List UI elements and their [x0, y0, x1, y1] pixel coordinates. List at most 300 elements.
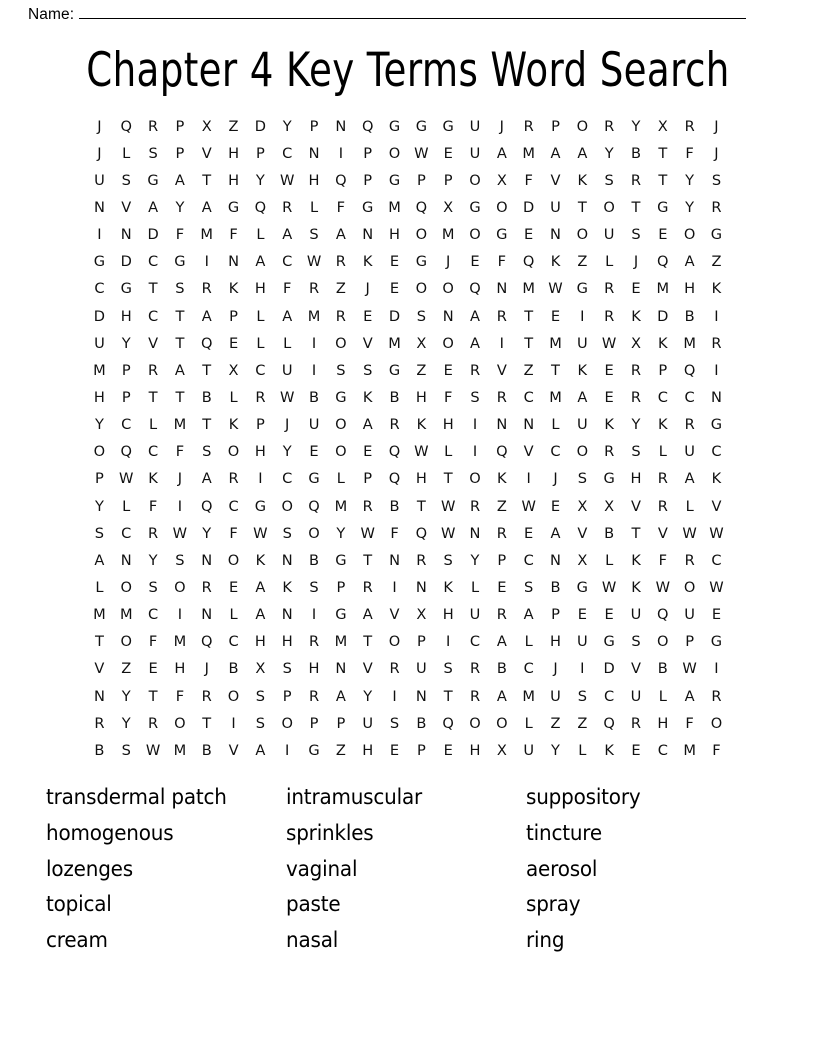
- grid-cell[interactable]: N: [93, 198, 105, 216]
- grid-cell[interactable]: T: [148, 280, 158, 298]
- grid-cell[interactable]: D: [523, 198, 535, 216]
- grid-cell[interactable]: P: [121, 361, 131, 379]
- grid-cell[interactable]: P: [443, 171, 453, 189]
- grid-cell[interactable]: Y: [121, 687, 131, 705]
- grid-cell[interactable]: L: [229, 388, 238, 406]
- word-list-item[interactable]: cream: [46, 928, 108, 953]
- grid-cell[interactable]: G: [388, 117, 401, 135]
- grid-cell[interactable]: R: [148, 117, 159, 135]
- word-list-item[interactable]: nasal: [286, 928, 339, 953]
- grid-cell[interactable]: C: [282, 253, 293, 271]
- grid-cell[interactable]: M: [388, 198, 401, 216]
- grid-cell[interactable]: O: [120, 578, 132, 596]
- grid-cell[interactable]: S: [711, 171, 722, 189]
- grid-cell[interactable]: D: [120, 253, 132, 271]
- grid-cell[interactable]: L: [309, 198, 319, 216]
- grid-cell[interactable]: I: [580, 660, 585, 678]
- grid-cell[interactable]: Z: [577, 253, 588, 271]
- grid-cell[interactable]: U: [94, 334, 105, 352]
- grid-cell[interactable]: X: [577, 551, 588, 569]
- grid-cell[interactable]: C: [523, 551, 534, 569]
- grid-cell[interactable]: R: [201, 578, 212, 596]
- grid-cell[interactable]: E: [309, 443, 319, 461]
- grid-cell[interactable]: E: [631, 741, 641, 759]
- grid-cell[interactable]: C: [147, 443, 159, 461]
- grid-cell[interactable]: U: [684, 606, 695, 624]
- grid-cell[interactable]: T: [577, 198, 587, 216]
- grid-cell[interactable]: F: [148, 497, 158, 515]
- grid-cell[interactable]: O: [657, 633, 669, 651]
- grid-cell[interactable]: C: [550, 443, 561, 461]
- grid-cell[interactable]: Y: [121, 334, 131, 352]
- grid-cell[interactable]: O: [496, 198, 508, 216]
- grid-cell[interactable]: Q: [522, 253, 535, 271]
- grid-cell[interactable]: E: [470, 253, 480, 271]
- grid-cell[interactable]: E: [443, 361, 453, 379]
- grid-cell[interactable]: E: [604, 606, 614, 624]
- grid-cell[interactable]: V: [121, 198, 132, 216]
- grid-cell[interactable]: E: [363, 443, 373, 461]
- grid-cell[interactable]: W: [414, 144, 429, 162]
- grid-cell[interactable]: Y: [631, 416, 641, 434]
- grid-cell[interactable]: P: [336, 714, 346, 732]
- grid-cell[interactable]: S: [94, 524, 105, 542]
- grid-cell[interactable]: G: [710, 633, 723, 651]
- grid-cell[interactable]: I: [97, 226, 102, 244]
- grid-cell[interactable]: G: [335, 388, 347, 406]
- grid-cell[interactable]: L: [336, 470, 345, 488]
- grid-cell[interactable]: N: [362, 226, 374, 244]
- grid-cell[interactable]: R: [630, 714, 642, 732]
- grid-cell[interactable]: S: [282, 524, 292, 542]
- grid-cell[interactable]: M: [173, 741, 187, 759]
- grid-cell[interactable]: O: [469, 226, 481, 244]
- grid-cell[interactable]: Y: [175, 198, 185, 216]
- grid-cell[interactable]: A: [174, 171, 185, 189]
- grid-cell[interactable]: P: [551, 606, 560, 624]
- grid-cell[interactable]: S: [470, 388, 480, 406]
- grid-cell[interactable]: F: [497, 253, 507, 271]
- grid-cell[interactable]: F: [443, 388, 453, 406]
- grid-cell[interactable]: R: [630, 388, 642, 406]
- grid-cell[interactable]: K: [282, 578, 292, 596]
- grid-cell[interactable]: Y: [551, 741, 560, 759]
- grid-cell[interactable]: T: [175, 307, 185, 325]
- grid-cell[interactable]: R: [604, 280, 615, 298]
- grid-cell[interactable]: P: [416, 741, 426, 759]
- grid-cell[interactable]: A: [550, 144, 561, 162]
- grid-cell[interactable]: A: [255, 253, 266, 271]
- grid-cell[interactable]: W: [279, 171, 295, 189]
- grid-cell[interactable]: T: [148, 388, 158, 406]
- grid-cell[interactable]: J: [499, 117, 504, 135]
- grid-cell[interactable]: J: [553, 660, 558, 678]
- grid-cell[interactable]: M: [93, 361, 106, 379]
- grid-cell[interactable]: B: [201, 388, 212, 406]
- grid-cell[interactable]: A: [201, 470, 212, 488]
- grid-cell[interactable]: A: [577, 144, 588, 162]
- grid-cell[interactable]: X: [416, 334, 427, 352]
- grid-cell[interactable]: P: [282, 687, 292, 705]
- grid-cell[interactable]: D: [93, 307, 106, 325]
- grid-cell[interactable]: I: [392, 687, 397, 705]
- grid-cell[interactable]: A: [470, 307, 480, 325]
- grid-cell[interactable]: R: [657, 470, 668, 488]
- grid-cell[interactable]: M: [656, 280, 670, 298]
- grid-cell[interactable]: Q: [254, 198, 267, 216]
- grid-cell[interactable]: V: [630, 660, 641, 678]
- grid-cell[interactable]: W: [440, 524, 456, 542]
- grid-cell[interactable]: S: [443, 660, 453, 678]
- grid-cell[interactable]: V: [630, 497, 641, 515]
- grid-cell[interactable]: E: [550, 307, 561, 325]
- grid-cell[interactable]: Q: [308, 497, 320, 515]
- grid-cell[interactable]: G: [576, 578, 588, 596]
- grid-cell[interactable]: N: [711, 388, 722, 406]
- grid-cell[interactable]: Q: [200, 334, 213, 352]
- word-list-item[interactable]: lozenges: [46, 856, 133, 881]
- grid-cell[interactable]: E: [524, 524, 534, 542]
- grid-cell[interactable]: R: [308, 687, 320, 705]
- grid-cell[interactable]: G: [657, 198, 669, 216]
- grid-cell[interactable]: P: [336, 578, 346, 596]
- grid-cell[interactable]: U: [362, 714, 374, 732]
- grid-cell[interactable]: O: [174, 578, 186, 596]
- grid-cell[interactable]: E: [443, 741, 453, 759]
- grid-cell[interactable]: P: [95, 470, 104, 488]
- grid-cell[interactable]: U: [523, 741, 534, 759]
- grid-cell[interactable]: Z: [416, 361, 427, 379]
- grid-cell[interactable]: I: [499, 334, 504, 352]
- grid-cell[interactable]: R: [684, 117, 695, 135]
- grid-cell[interactable]: R: [282, 198, 293, 216]
- grid-cell[interactable]: B: [309, 388, 320, 406]
- grid-cell[interactable]: R: [684, 551, 695, 569]
- grid-cell[interactable]: L: [524, 714, 533, 732]
- grid-cell[interactable]: G: [362, 198, 374, 216]
- grid-cell[interactable]: B: [309, 551, 320, 569]
- grid-cell[interactable]: R: [228, 470, 239, 488]
- grid-cell[interactable]: B: [389, 497, 400, 515]
- grid-cell[interactable]: O: [281, 714, 293, 732]
- grid-cell[interactable]: L: [256, 226, 265, 244]
- grid-cell[interactable]: H: [684, 280, 696, 298]
- grid-cell[interactable]: H: [415, 470, 427, 488]
- grid-cell[interactable]: S: [577, 470, 587, 488]
- grid-cell[interactable]: B: [201, 741, 212, 759]
- grid-cell[interactable]: N: [442, 307, 454, 325]
- grid-cell[interactable]: I: [472, 416, 478, 434]
- grid-cell[interactable]: X: [443, 198, 454, 216]
- grid-cell[interactable]: E: [658, 226, 668, 244]
- grid-cell[interactable]: R: [416, 551, 427, 569]
- grid-cell[interactable]: H: [308, 660, 320, 678]
- grid-cell[interactable]: U: [308, 416, 320, 434]
- grid-cell[interactable]: G: [120, 280, 132, 298]
- grid-cell[interactable]: I: [338, 144, 344, 162]
- grid-cell[interactable]: J: [97, 117, 102, 135]
- grid-cell[interactable]: A: [470, 334, 480, 352]
- grid-cell[interactable]: S: [631, 226, 641, 244]
- grid-cell[interactable]: C: [657, 741, 668, 759]
- grid-cell[interactable]: V: [711, 497, 722, 515]
- grid-cell[interactable]: U: [576, 633, 588, 651]
- grid-cell[interactable]: J: [714, 144, 719, 162]
- grid-cell[interactable]: V: [550, 171, 561, 189]
- grid-cell[interactable]: X: [201, 117, 212, 135]
- grid-cell[interactable]: G: [603, 633, 615, 651]
- grid-cell[interactable]: D: [657, 307, 669, 325]
- grid-cell[interactable]: R: [496, 307, 507, 325]
- grid-cell[interactable]: I: [446, 633, 451, 651]
- grid-cell[interactable]: B: [228, 660, 239, 678]
- grid-cell[interactable]: T: [202, 714, 212, 732]
- grid-cell[interactable]: P: [363, 144, 373, 162]
- grid-cell[interactable]: O: [388, 144, 401, 162]
- grid-cell[interactable]: P: [229, 307, 238, 325]
- grid-cell[interactable]: Q: [335, 171, 347, 189]
- grid-cell[interactable]: G: [254, 497, 267, 515]
- grid-cell[interactable]: W: [440, 497, 456, 515]
- grid-cell[interactable]: I: [285, 741, 290, 759]
- grid-cell[interactable]: Q: [415, 524, 428, 542]
- grid-cell[interactable]: X: [255, 660, 266, 678]
- grid-cell[interactable]: K: [631, 551, 641, 569]
- grid-cell[interactable]: O: [603, 198, 615, 216]
- grid-cell[interactable]: C: [282, 144, 293, 162]
- grid-cell[interactable]: R: [630, 361, 642, 379]
- grid-cell[interactable]: L: [283, 334, 292, 352]
- grid-cell[interactable]: S: [121, 741, 131, 759]
- grid-cell[interactable]: Y: [363, 687, 373, 705]
- grid-cell[interactable]: P: [658, 361, 668, 379]
- grid-cell[interactable]: D: [254, 117, 266, 135]
- grid-cell[interactable]: H: [228, 171, 240, 189]
- grid-cell[interactable]: U: [416, 660, 427, 678]
- word-list-item[interactable]: transdermal patch: [46, 785, 227, 809]
- grid-cell[interactable]: F: [336, 198, 346, 216]
- grid-cell[interactable]: L: [95, 578, 104, 596]
- grid-cell[interactable]: Y: [282, 117, 292, 135]
- grid-cell[interactable]: Q: [200, 633, 213, 651]
- grid-cell[interactable]: B: [496, 660, 507, 678]
- grid-cell[interactable]: Y: [121, 714, 131, 732]
- grid-cell[interactable]: A: [335, 226, 346, 244]
- grid-cell[interactable]: V: [362, 334, 373, 352]
- grid-cell[interactable]: L: [524, 633, 533, 651]
- grid-cell[interactable]: N: [415, 578, 427, 596]
- grid-cell[interactable]: X: [577, 497, 588, 515]
- grid-cell[interactable]: F: [685, 714, 694, 732]
- grid-cell[interactable]: E: [604, 388, 614, 406]
- grid-cell[interactable]: F: [524, 171, 533, 189]
- grid-cell[interactable]: F: [685, 144, 694, 162]
- grid-cell[interactable]: A: [496, 687, 507, 705]
- grid-cell[interactable]: A: [362, 606, 373, 624]
- grid-cell[interactable]: M: [119, 606, 133, 624]
- grid-cell[interactable]: N: [281, 606, 293, 624]
- grid-cell[interactable]: E: [497, 578, 507, 596]
- grid-cell[interactable]: U: [469, 606, 481, 624]
- grid-cell[interactable]: K: [631, 307, 641, 325]
- grid-cell[interactable]: A: [335, 687, 346, 705]
- grid-cell[interactable]: R: [335, 253, 346, 271]
- grid-cell[interactable]: K: [416, 416, 427, 434]
- grid-cell[interactable]: T: [202, 171, 212, 189]
- grid-cell[interactable]: L: [149, 416, 158, 434]
- grid-cell[interactable]: P: [175, 117, 185, 135]
- grid-cell[interactable]: D: [603, 660, 615, 678]
- grid-cell[interactable]: Y: [282, 443, 292, 461]
- grid-cell[interactable]: K: [711, 470, 722, 488]
- grid-cell[interactable]: A: [282, 307, 293, 325]
- grid-cell[interactable]: O: [442, 280, 454, 298]
- grid-cell[interactable]: B: [550, 578, 561, 596]
- grid-cell[interactable]: W: [655, 578, 671, 596]
- grid-cell[interactable]: G: [415, 253, 427, 271]
- grid-cell[interactable]: C: [684, 388, 695, 406]
- grid-cell[interactable]: Y: [94, 497, 104, 515]
- grid-cell[interactable]: N: [201, 551, 213, 569]
- grid-cell[interactable]: O: [469, 470, 481, 488]
- grid-cell[interactable]: H: [550, 633, 561, 651]
- grid-cell[interactable]: P: [363, 171, 373, 189]
- grid-cell[interactable]: C: [121, 524, 132, 542]
- grid-cell[interactable]: E: [389, 741, 400, 759]
- grid-cell[interactable]: M: [307, 307, 321, 325]
- grid-cell[interactable]: M: [334, 633, 348, 651]
- grid-cell[interactable]: A: [362, 416, 373, 434]
- grid-cell[interactable]: A: [496, 144, 507, 162]
- grid-cell[interactable]: R: [335, 307, 346, 325]
- grid-cell[interactable]: A: [523, 606, 534, 624]
- grid-cell[interactable]: N: [281, 551, 293, 569]
- grid-cell[interactable]: H: [174, 660, 186, 678]
- grid-cell[interactable]: O: [335, 416, 347, 434]
- grid-cell[interactable]: O: [469, 714, 481, 732]
- grid-cell[interactable]: G: [710, 416, 723, 434]
- grid-cell[interactable]: M: [173, 633, 187, 651]
- grid-cell[interactable]: W: [414, 443, 429, 461]
- grid-cell[interactable]: R: [255, 388, 266, 406]
- word-list-item[interactable]: topical: [46, 892, 112, 917]
- grid-cell[interactable]: G: [442, 117, 454, 135]
- grid-cell[interactable]: Y: [94, 416, 104, 434]
- grid-cell[interactable]: S: [255, 687, 266, 705]
- grid-cell[interactable]: W: [253, 524, 268, 542]
- grid-cell[interactable]: Q: [361, 117, 374, 135]
- grid-cell[interactable]: W: [709, 578, 724, 596]
- grid-cell[interactable]: C: [147, 606, 159, 624]
- grid-cell[interactable]: K: [497, 470, 507, 488]
- grid-cell[interactable]: H: [254, 633, 266, 651]
- grid-cell[interactable]: A: [148, 198, 159, 216]
- grid-cell[interactable]: C: [711, 443, 722, 461]
- grid-cell[interactable]: Y: [631, 117, 641, 135]
- grid-cell[interactable]: U: [550, 687, 561, 705]
- grid-cell[interactable]: J: [553, 470, 558, 488]
- grid-cell[interactable]: G: [174, 253, 186, 271]
- grid-cell[interactable]: I: [526, 470, 531, 488]
- grid-cell[interactable]: R: [201, 687, 212, 705]
- grid-cell[interactable]: O: [415, 280, 428, 298]
- grid-cell[interactable]: A: [684, 687, 695, 705]
- grid-cell[interactable]: F: [712, 741, 721, 759]
- grid-cell[interactable]: V: [362, 660, 373, 678]
- grid-cell[interactable]: C: [523, 660, 534, 678]
- grid-cell[interactable]: O: [442, 334, 454, 352]
- grid-cell[interactable]: G: [415, 117, 427, 135]
- grid-cell[interactable]: S: [175, 280, 185, 298]
- word-list-item[interactable]: paste: [286, 892, 341, 917]
- grid-cell[interactable]: P: [551, 117, 560, 135]
- grid-cell[interactable]: S: [604, 171, 614, 189]
- grid-cell[interactable]: C: [228, 497, 239, 515]
- grid-cell[interactable]: T: [202, 416, 212, 434]
- grid-cell[interactable]: R: [389, 416, 400, 434]
- word-list-item[interactable]: intramuscular: [286, 785, 423, 809]
- grid-cell[interactable]: O: [281, 497, 293, 515]
- grid-cell[interactable]: R: [148, 524, 159, 542]
- grid-cell[interactable]: K: [362, 253, 373, 271]
- grid-cell[interactable]: O: [93, 443, 106, 461]
- grid-cell[interactable]: S: [282, 660, 292, 678]
- grid-cell[interactable]: O: [496, 714, 508, 732]
- grid-cell[interactable]: M: [441, 226, 455, 244]
- grid-cell[interactable]: G: [576, 280, 588, 298]
- grid-cell[interactable]: J: [177, 470, 183, 488]
- grid-cell[interactable]: D: [388, 307, 401, 325]
- grid-cell[interactable]: S: [148, 144, 158, 162]
- grid-cell[interactable]: K: [362, 388, 373, 406]
- grid-cell[interactable]: X: [657, 117, 668, 135]
- grid-cell[interactable]: T: [524, 334, 534, 352]
- grid-cell[interactable]: W: [172, 524, 188, 542]
- grid-cell[interactable]: H: [93, 388, 105, 406]
- word-list-item[interactable]: aerosol: [526, 856, 598, 881]
- grid-cell[interactable]: T: [443, 470, 453, 488]
- grid-cell[interactable]: E: [577, 606, 587, 624]
- grid-cell[interactable]: A: [282, 226, 293, 244]
- grid-cell[interactable]: F: [283, 280, 292, 298]
- grid-cell[interactable]: C: [282, 470, 293, 488]
- grid-cell[interactable]: F: [390, 524, 399, 542]
- grid-cell[interactable]: A: [577, 388, 588, 406]
- grid-cell[interactable]: N: [550, 226, 561, 244]
- grid-cell[interactable]: T: [524, 307, 534, 325]
- grid-cell[interactable]: N: [308, 144, 320, 162]
- grid-cell[interactable]: I: [714, 660, 719, 678]
- grid-cell[interactable]: R: [684, 416, 695, 434]
- grid-cell[interactable]: Q: [120, 117, 132, 135]
- grid-cell[interactable]: S: [631, 633, 641, 651]
- grid-cell[interactable]: P: [685, 633, 695, 651]
- grid-cell[interactable]: W: [682, 660, 697, 678]
- grid-cell[interactable]: H: [657, 714, 669, 732]
- grid-cell[interactable]: O: [683, 226, 696, 244]
- grid-cell[interactable]: W: [682, 524, 697, 542]
- grid-cell[interactable]: B: [684, 307, 695, 325]
- grid-cell[interactable]: T: [363, 551, 373, 569]
- grid-cell[interactable]: U: [603, 226, 615, 244]
- grid-cell[interactable]: H: [630, 470, 642, 488]
- grid-cell[interactable]: G: [227, 198, 240, 216]
- grid-cell[interactable]: T: [175, 388, 185, 406]
- grid-cell[interactable]: H: [254, 443, 266, 461]
- grid-cell[interactable]: L: [470, 578, 480, 596]
- grid-cell[interactable]: M: [549, 388, 562, 406]
- grid-cell[interactable]: P: [416, 171, 426, 189]
